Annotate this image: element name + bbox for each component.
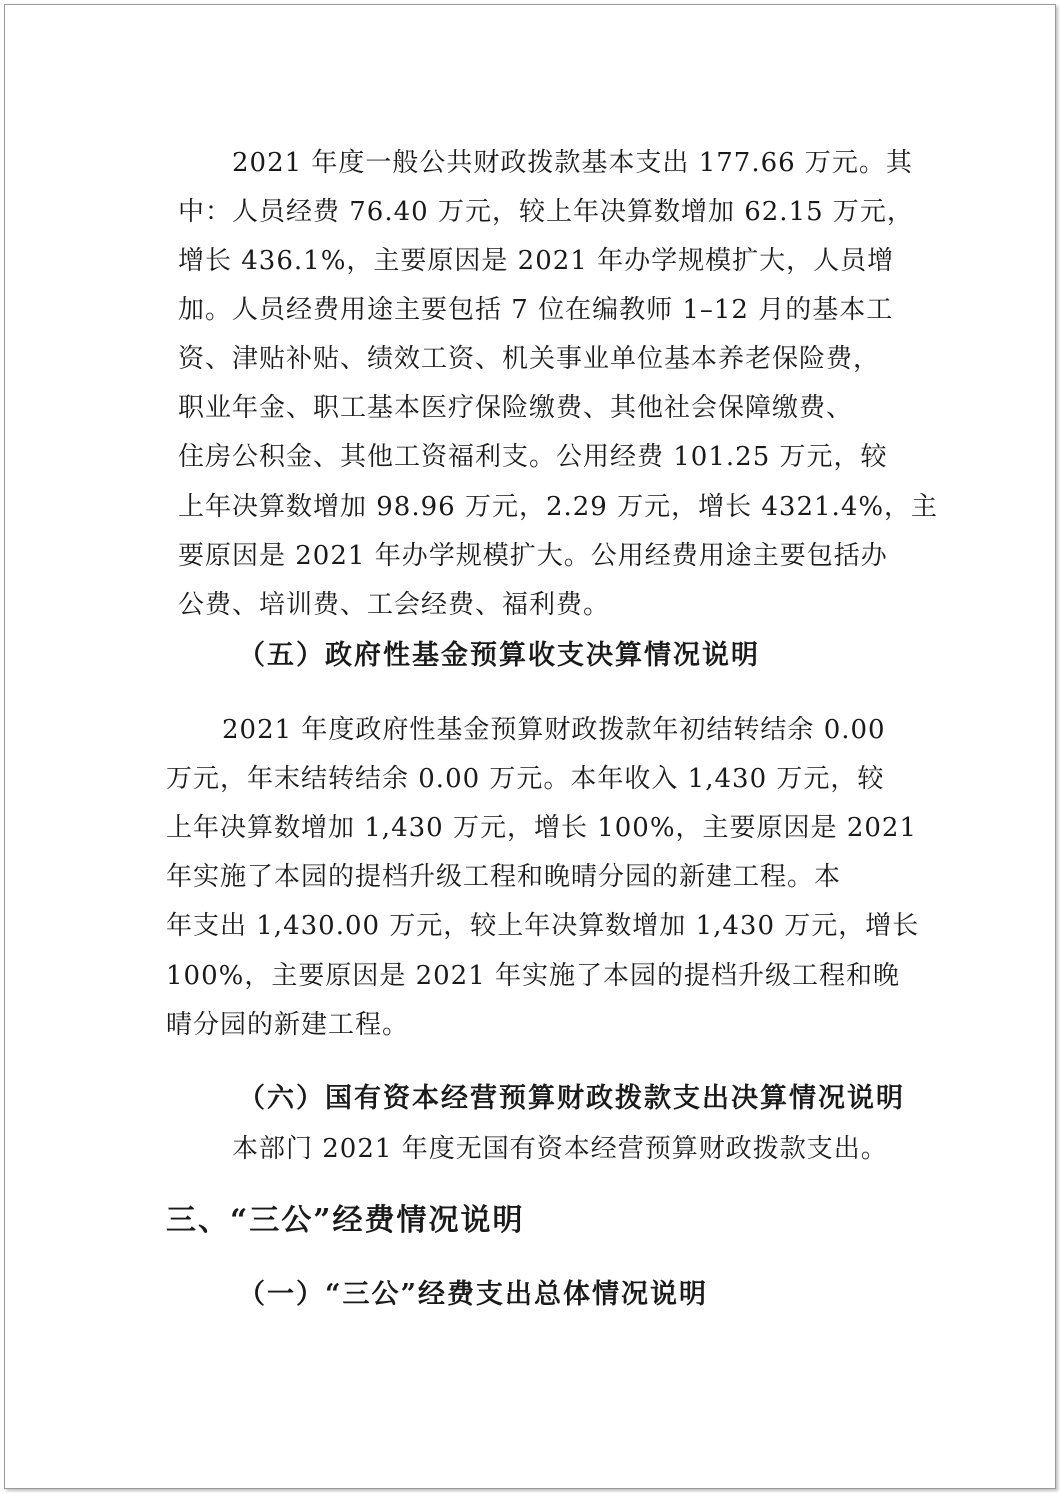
subsection-heading-three-public-overall: （一）“三公”经费支出总体情况说明 xyxy=(238,1279,709,1310)
section-heading-fund-budget: （五）政府性基金预算收支决算情况说明 xyxy=(238,640,760,671)
paragraph-line: 资、津贴补贴、绩效工资、机关事业单位基本养老保险费， xyxy=(178,344,881,374)
section-heading-state-capital: （六）国有资本经营预算财政拨款支出决算情况说明 xyxy=(238,1083,905,1114)
paragraph-line: 2021 年度一般公共财政拨款基本支出 177.66 万元。其 xyxy=(232,148,913,178)
paragraph-line: 100%，主要原因是 2021 年实施了本园的提档升级工程和晚 xyxy=(166,961,901,991)
paragraph-line: 晴分园的新建工程。 xyxy=(166,1010,410,1040)
paragraph-line: 要原因是 2021 年办学规模扩大。公用经费用途主要包括办 xyxy=(178,541,888,571)
paragraph-line: 年实施了本园的提档升级工程和晚晴分园的新建工程。本 xyxy=(166,862,842,892)
state-capital-text: 本部门 2021 年度无国有资本经营预算财政拨款支出。 xyxy=(232,1134,888,1164)
paragraph-line: 年支出 1,430.00 万元，较上年决算数增加 1,430 万元，增长 xyxy=(166,911,920,941)
section-heading-three-public: 三、“三公”经费情况说明 xyxy=(166,1203,525,1238)
paragraph-line: 住房公积金、其他工资福利支。公用经费 101.25 万元，较 xyxy=(178,442,888,472)
paragraph-line: 公费、培训费、工会经费、福利费。 xyxy=(178,590,611,620)
paragraph-line: 增长 436.1%，主要原因是 2021 年办学规模扩大，人员增 xyxy=(178,246,895,276)
paragraph-line: 上年决算数增加 98.96 万元，2.29 万元，增长 4321.4%，主 xyxy=(178,492,939,522)
paragraph-line: 上年决算数增加 1,430 万元，增长 100%，主要原因是 2021 xyxy=(166,813,917,843)
paragraph-line: 2021 年度政府性基金预算财政拨款年初结转结余 0.00 xyxy=(222,715,886,745)
paragraph-line: 万元，年末结转结余 0.00 万元。本年收入 1,430 万元，较 xyxy=(166,764,885,794)
paragraph-line: 中：人员经费 76.40 万元，较上年决算数增加 62.15 万元， xyxy=(178,197,914,227)
paragraph-line: 职业年金、职工基本医疗保险缴费、其他社会保障缴费、 xyxy=(178,393,854,423)
paragraph-line: 加。人员经费用途主要包括 7 位在编教师 1–12 月的基本工 xyxy=(178,295,894,325)
